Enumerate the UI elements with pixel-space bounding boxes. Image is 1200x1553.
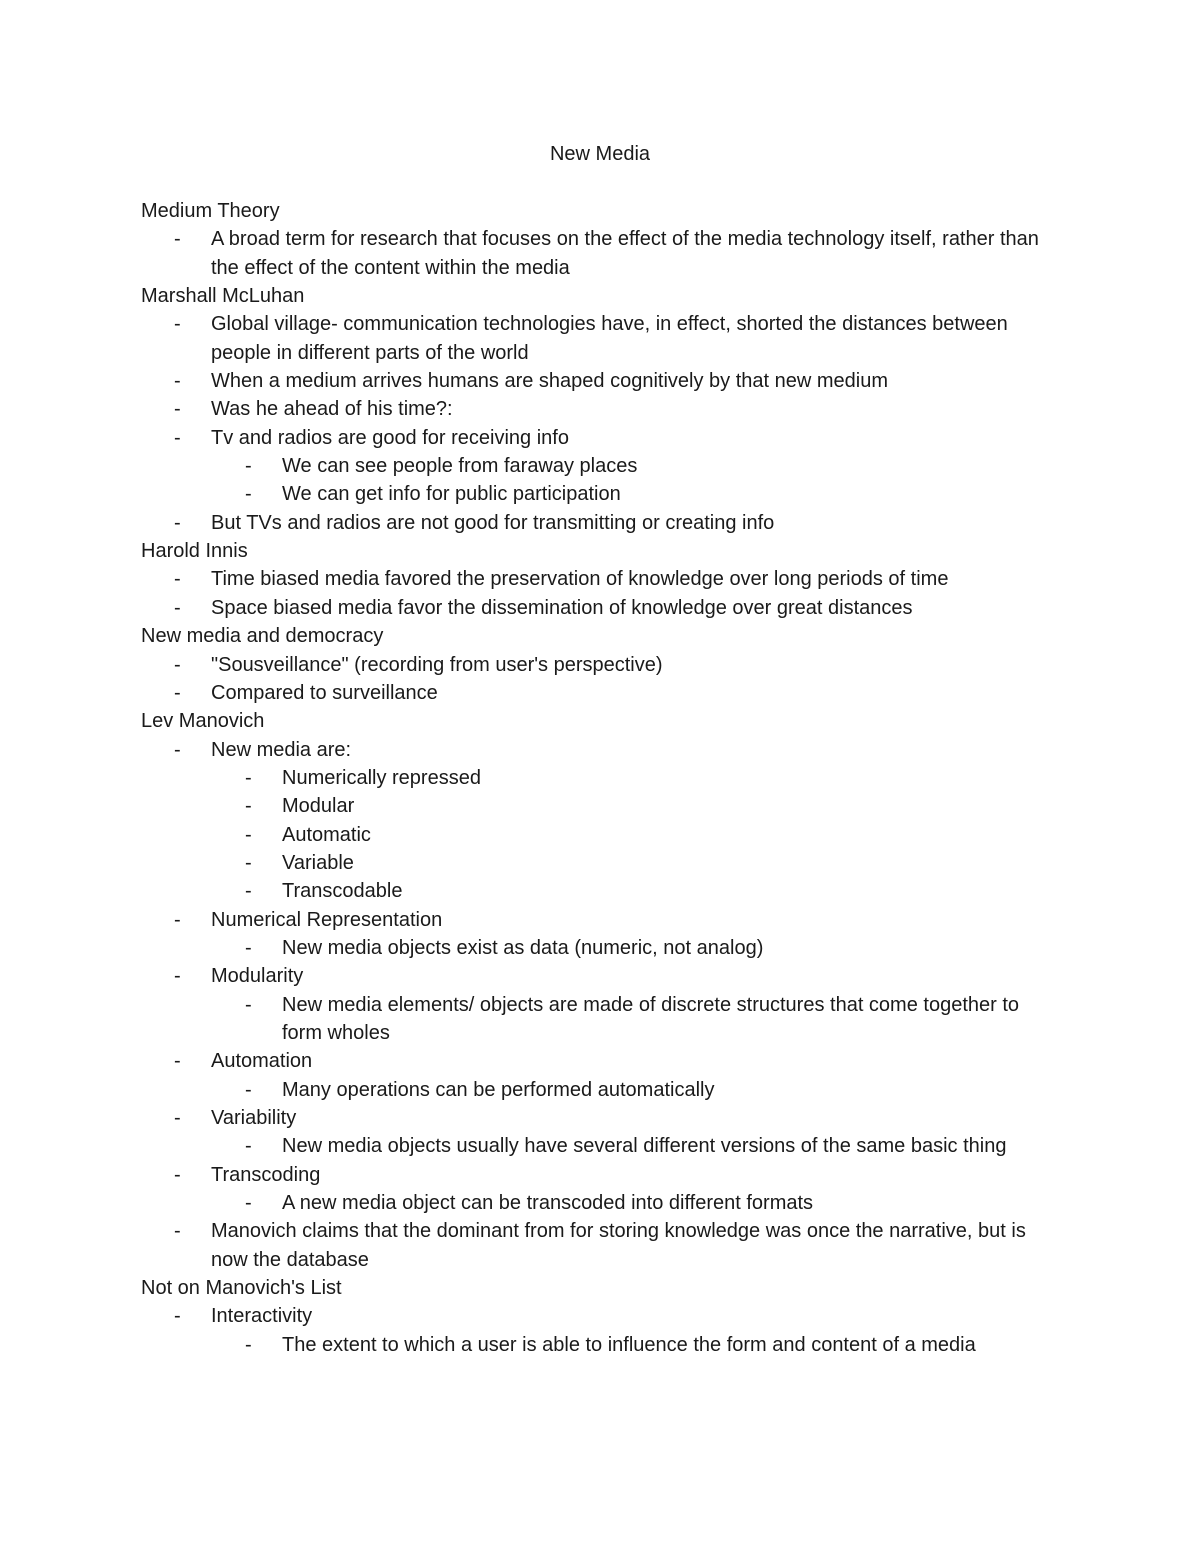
bullet-dash: - [245, 851, 252, 874]
section-heading: Harold Innis [141, 540, 248, 563]
bullet-item [141, 367, 1061, 395]
bullet-dash: - [245, 455, 252, 478]
sub-bullet-text: We can get info for public participation [282, 483, 621, 506]
bullet-text: But TVs and radios are not good for transmitting or creating info [211, 511, 775, 534]
sub-bullet-item [141, 1076, 1061, 1104]
bullet-dash: - [174, 738, 181, 761]
bullet-item [141, 509, 1061, 537]
bullet-dash: - [174, 1050, 181, 1073]
bullet-dash: - [245, 936, 252, 959]
sub-bullet-item [141, 877, 1061, 905]
document-title: New Media [549, 143, 651, 165]
bullet-dash: - [174, 965, 181, 988]
bullet-text: Modularity [211, 965, 304, 988]
bullet-dash: - [174, 1107, 181, 1129]
bullet-item [141, 679, 1061, 707]
bullet-item [141, 1302, 1061, 1330]
bullet-item [141, 1047, 1061, 1075]
sub-bullet-text: Transcodable [282, 880, 403, 903]
bullet-dash: - [245, 795, 252, 818]
sub-bullet-text: Numerically repressed [282, 766, 481, 789]
bullet-dash: - [245, 1078, 252, 1101]
bullet-dash: - [174, 681, 181, 704]
section-heading: Not on Manovich's List [141, 1277, 342, 1300]
bullet-dash: - [174, 511, 181, 534]
bullet-dash: - [245, 1192, 252, 1215]
sub-bullet-text: We can see people from faraway places [282, 455, 638, 478]
bullet-item [141, 395, 1061, 423]
bullet-dash: - [174, 398, 181, 421]
sub-bullet-item [141, 1331, 1061, 1359]
sub-bullet-text: The extent to which a user is able to influence the form and content of a media [282, 1333, 976, 1356]
bullet-item [141, 962, 1061, 990]
section-heading: Medium Theory [141, 200, 280, 222]
bullet-item [141, 651, 1061, 679]
bullet-dash: - [174, 1163, 181, 1186]
bullet-item [141, 594, 1061, 622]
section-heading: Lev Manovich [141, 710, 265, 733]
bullet-dash: - [174, 1220, 181, 1243]
bullet-text: Time biased media favored the preservation of knowledge over long periods of time [211, 568, 949, 591]
bullet-item [141, 736, 1061, 764]
sub-bullet-text: Variable [282, 851, 354, 874]
sub-bullet-item [141, 480, 1061, 508]
bullet-dash: - [174, 228, 181, 251]
bullet-text: Space biased media favor the dissemination of knowledge over great distances [211, 596, 913, 619]
bullet-dash: - [245, 880, 252, 903]
sub-bullet-text: New media elements/ objects are made of discrete structures that come together to form wholes [282, 993, 1020, 1044]
bullet-dash: - [174, 1305, 181, 1328]
bullet-dash: - [174, 653, 181, 676]
bullet-dash: - [245, 823, 252, 846]
bullet-dash: - [174, 596, 181, 619]
document-body [141, 197, 1061, 1359]
bullet-text: New media are: [211, 738, 352, 761]
sub-bullet-item [141, 1132, 1061, 1160]
bullet-text: Variability [211, 1107, 297, 1129]
sub-bullet-item [141, 991, 1061, 1048]
bullet-dash: - [245, 483, 252, 506]
bullet-text: "Sousveillance" (recording from user's perspective) [211, 653, 663, 676]
sub-bullet-text: A new media object can be transcoded into different formats [282, 1192, 814, 1215]
sub-bullet-item [141, 934, 1061, 962]
bullet-dash: - [174, 313, 181, 336]
bullet-dash: - [174, 370, 181, 393]
bullet-dash: - [245, 1333, 252, 1356]
sub-bullet-text: New media objects exist as data (numeric, not analog) [282, 936, 764, 959]
bullet-item [141, 906, 1061, 934]
section-heading: New media and democracy [141, 625, 384, 648]
bullet-item [141, 1161, 1061, 1189]
bullet-text: Was he ahead of his time?: [211, 398, 453, 421]
sub-bullet-text: Modular [282, 795, 355, 818]
bullet-text: Global village- communication technologies have, in effect, shorted the distances between people in different parts of the world [211, 313, 1008, 364]
sub-bullet-item [141, 764, 1061, 792]
bullet-item [141, 424, 1061, 452]
bullet-dash: - [245, 766, 252, 789]
bullet-item [141, 565, 1061, 593]
bullet-dash: - [245, 993, 252, 1016]
bullet-dash: - [174, 568, 181, 591]
sub-bullet-item [141, 821, 1061, 849]
bullet-text: Tv and radios are good for receiving info [211, 426, 569, 449]
bullet-text: Numerical Representation [211, 908, 443, 931]
bullet-dash: - [174, 908, 181, 931]
bullet-item [141, 310, 1061, 367]
bullet-text: Compared to surveillance [211, 681, 438, 704]
bullet-dash: - [174, 426, 181, 449]
sub-bullet-text: Automatic [282, 823, 371, 846]
bullet-text: Manovich claims that the dominant from for storing knowledge was once the narrative, but is now the database [211, 1220, 1026, 1271]
sub-bullet-text: Many operations can be performed automatically [282, 1078, 715, 1101]
bullet-text: When a medium arrives humans are shaped cognitively by that new medium [211, 370, 888, 393]
bullet-dash: - [245, 1135, 252, 1158]
sub-bullet-item [141, 1189, 1061, 1217]
section-heading: Marshall McLuhan [141, 285, 305, 308]
bullet-text: Automation [211, 1050, 313, 1073]
bullet-item [141, 1104, 1061, 1132]
bullet-item [141, 1217, 1061, 1274]
bullet-text: Transcoding [211, 1163, 321, 1186]
bullet-item [141, 225, 1061, 282]
bullet-text: Interactivity [211, 1305, 313, 1328]
bullet-text: A broad term for research that focuses on the effect of the media technology itself, rather than the effect of the content within the media [211, 228, 1039, 279]
sub-bullet-text: New media objects usually have several different versions of the same basic thing [282, 1135, 1007, 1158]
sub-bullet-item [141, 849, 1061, 877]
sub-bullet-item [141, 792, 1061, 820]
sub-bullet-item [141, 452, 1061, 480]
